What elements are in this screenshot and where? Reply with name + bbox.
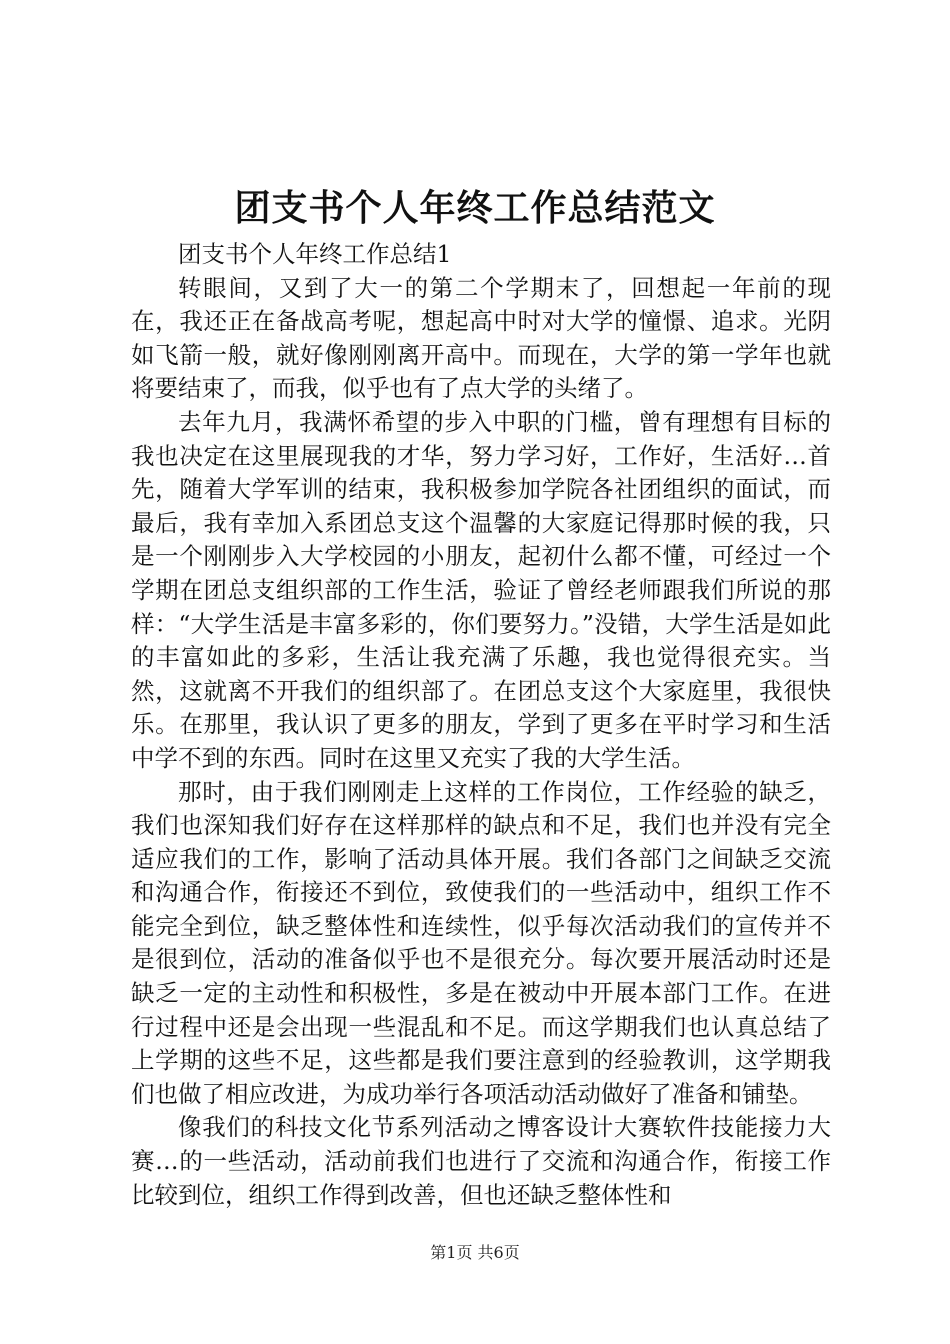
document-body	[131, 238, 831, 1212]
page-number-footer: 第1页 共6页	[430, 1243, 520, 1262]
paragraph: 转眼间，又到了大一的第二个学期末了，回想起一年前的现在，我还正在备战高考呢，想起高中时对大学的憧憬、追求。光阴如飞箭一般，就好像刚刚离开高中。而现在，大学的第一学年也就将要结束了，而我，似乎也有了点大学的头绪了。	[131, 273, 831, 403]
paragraph: 像我们的科技文化节系列活动之博客设计大赛软件技能接力大赛…的一些活动，活动前我们也进行了交流和沟通合作，衔接工作比较到位，组织工作得到改善，但也还缺乏整体性和	[131, 1113, 831, 1209]
paragraph: 那时，由于我们刚刚走上这样的工作岗位，工作经验的缺乏，我们也深知我们好存在这样那样的缺点和不足，我们也并没有完全适应我们的工作，影响了活动具体开展。我们各部门之间缺乏交流和沟通合作，衔接还不到位，致使我们的一些活动中，组织工作不能完全到位，缺乏整体性和连续性，似乎每次活动我们的宣传并不是很到位，活动的准备似乎也不是很充分。每次要开展活动时还是缺乏一定的主动性和积极性，多是在被动中开展本部门工作。在进行过程中还是会出现一些混乱和不足。而这学期我们也认真总结了上学期的这些不足，这些都是我们要注意到的经验教训，这学期我们也做了相应改进，为成功举行各项活动活动做好了准备和铺垫。	[131, 777, 831, 1108]
paragraph: 去年九月，我满怀希望的步入中职的门槛，曾有理想有目标的我也决定在这里展现我的才华，努力学习好，工作好，生活好…首先，随着大学军训的结束，我积极参加学院各社团组织的面试，而最后，我有幸加入系团总支这个温馨的大家庭记得那时候的我，只是一个刚刚步入大学校园的小朋友，起初什么都不懂，可经过一个学期在团总支组织部的工作生活，验证了曾经老师跟我们所说的那样：“大学生活是丰富多彩的，你们要努力。”没错，大学生活是如此的丰富如此的多彩，生活让我充满了乐趣，我也觉得很充实。当然，这就离不开我们的组织部了。在团总支这个大家庭里，我很快乐。在那里，我认识了更多的朋友，学到了更多在平时学习和生活中学不到的东西。同时在这里又充实了我的大学生活。	[131, 407, 831, 772]
section-heading: 团支书个人年终工作总结1	[178, 240, 452, 268]
document-title: 团支书个人年终工作总结范文	[234, 187, 716, 229]
